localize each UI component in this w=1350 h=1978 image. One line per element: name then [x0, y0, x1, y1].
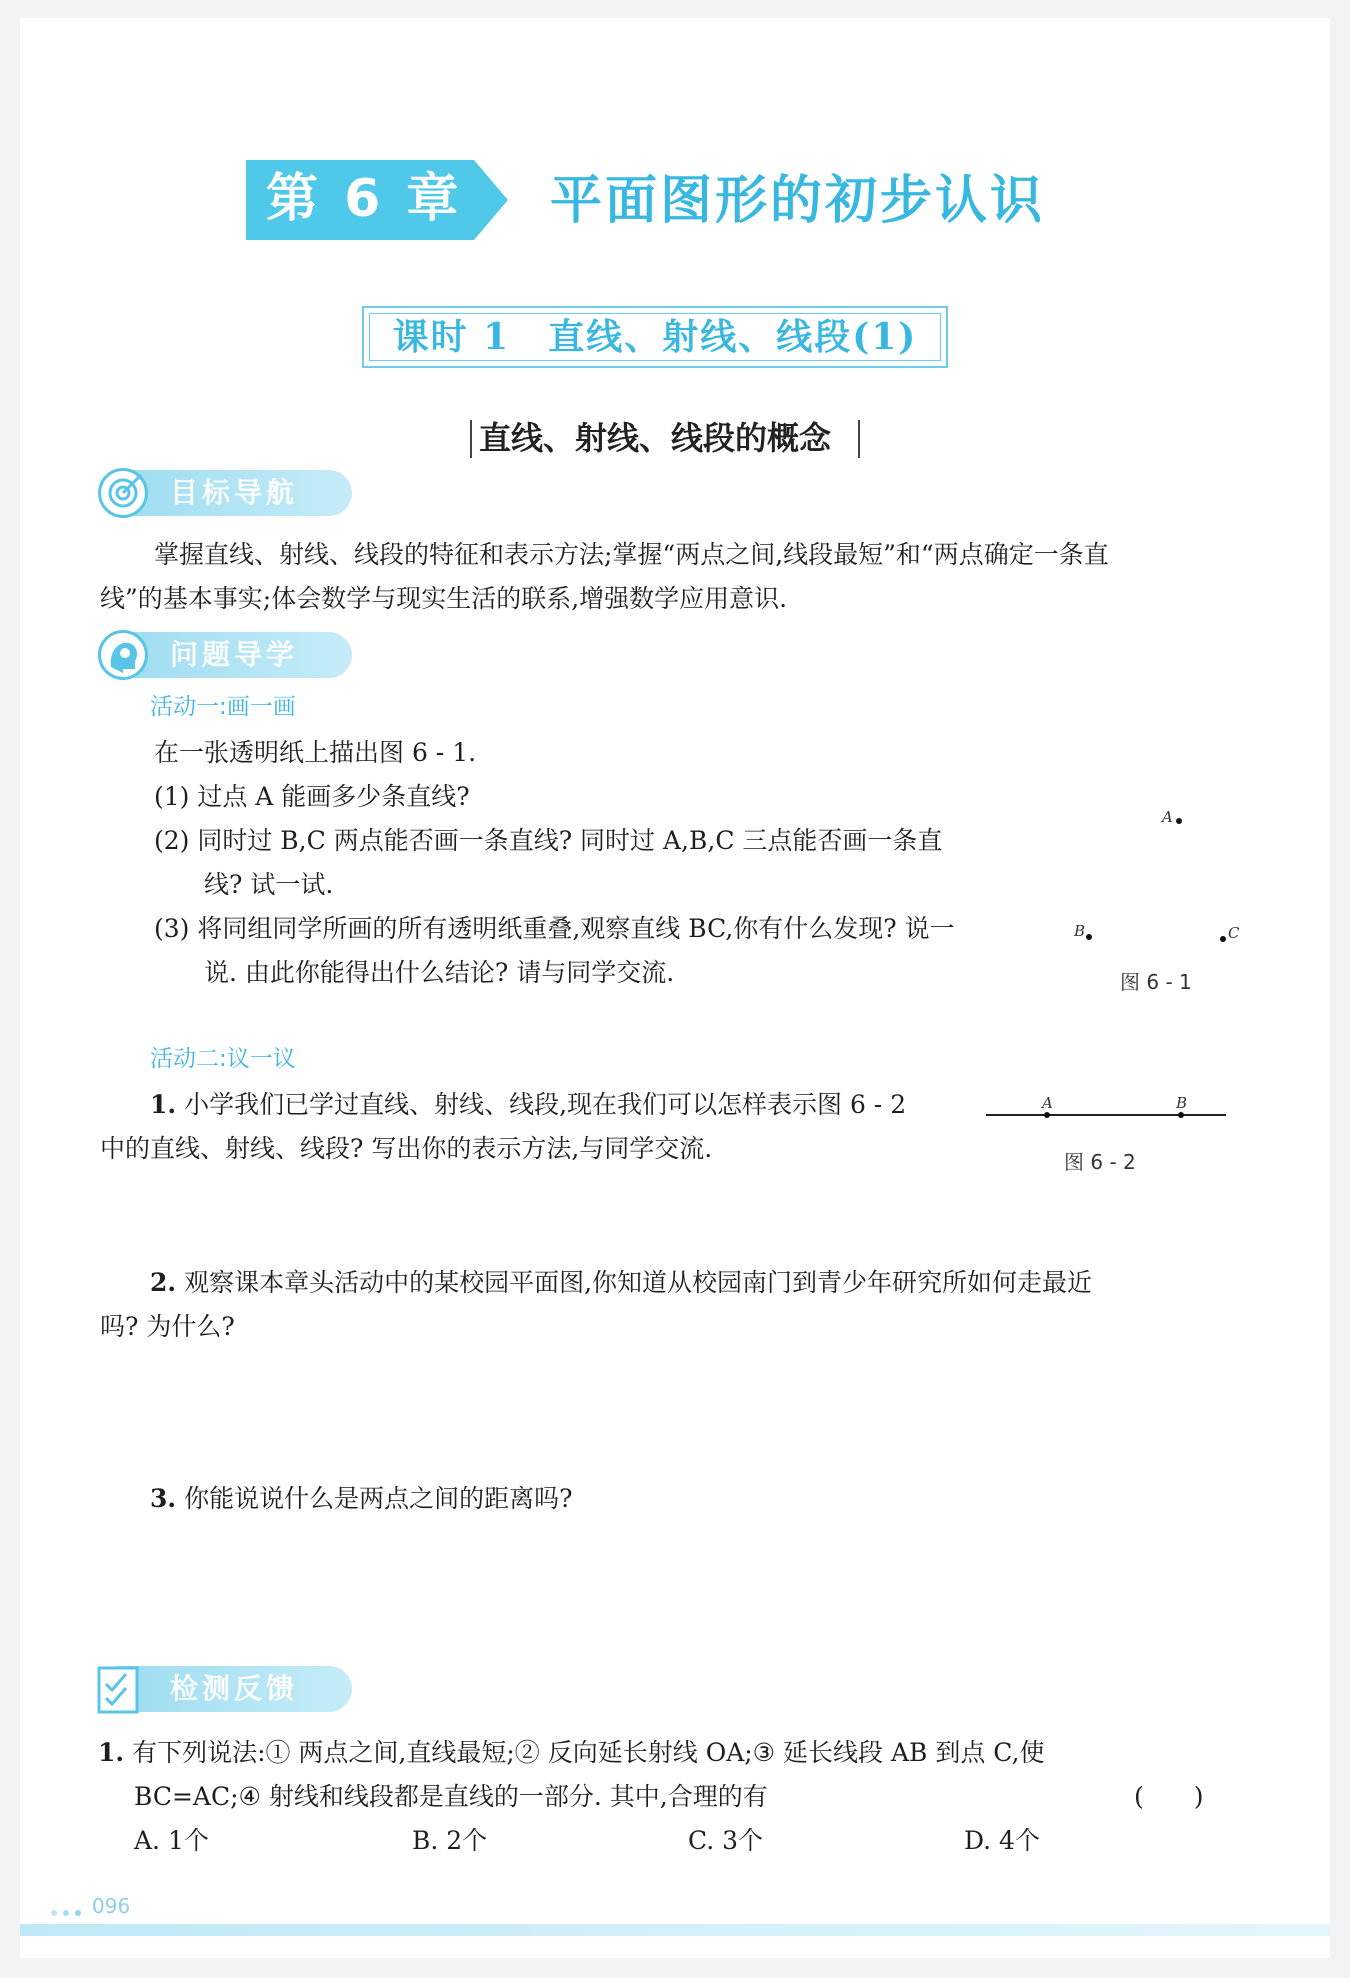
figure-6-1: [1040, 798, 1270, 998]
target-icon: [98, 468, 148, 518]
exercise1-line2: BC=AC;④ 射线和线段都是直线的一部分. 其中,合理的有: [134, 1782, 768, 1811]
point-a: [1044, 1112, 1050, 1118]
head-gear-icon: [98, 630, 148, 680]
page-number: 096: [92, 1894, 131, 1918]
page: [20, 18, 1330, 1958]
point-label-c: C: [1228, 924, 1240, 942]
guide-section-label: 问题导学: [170, 638, 299, 671]
option-c[interactable]: C. 3个: [688, 1826, 764, 1855]
point-label-a: A: [1042, 1094, 1053, 1112]
exercise1-line1-wrap: [98, 1736, 1044, 1770]
title-bar-right: [858, 420, 860, 458]
exercise1-line1: 有下列说法:① 两点之间,直线最短;② 反向延长射线 OA;③ 延长线段 AB 到点 C,使: [132, 1738, 1045, 1767]
option-d[interactable]: D. 4个: [964, 1826, 1040, 1855]
activity2-q1-line2: 中的直线、射线、线段? 写出你的表示方法,与同学交流.: [100, 1134, 713, 1163]
lesson-title: 课时 1 直线、射线、线段(1): [392, 316, 918, 358]
activity2-q2-line1-wrap: [150, 1266, 1092, 1300]
activity2-q3-line1: 你能说说什么是两点之间的距离吗?: [184, 1484, 573, 1513]
point-b: [1086, 934, 1092, 940]
activity2-q1-number: 1.: [150, 1090, 177, 1119]
checklist-icon: [96, 1660, 148, 1716]
activity2-q3-wrap: [150, 1482, 572, 1516]
line-ab: [986, 1114, 1226, 1116]
activity1-label: 活动一:画一画: [150, 694, 296, 720]
figure-6-1-caption: 图 6 - 1: [1120, 970, 1192, 994]
goal-text-line1: 掌握直线、射线、线段的特征和表示方法;掌握“两点之间,线段最短”和“两点确定一条直: [154, 540, 1109, 569]
point-c: [1220, 936, 1226, 942]
activity1-q3-line1: (3) 将同组同学所画的所有透明纸重叠,观察直线 BC,你有什么发现? 说一: [154, 914, 955, 943]
activity2-q3-number: 3.: [150, 1484, 177, 1513]
point-a: [1176, 818, 1182, 824]
activity1-q1: (1) 过点 A 能画多少条直线?: [154, 782, 470, 811]
exercise1-number: 1.: [98, 1738, 125, 1767]
activity1-q3-line2: 说. 由此你能得出什么结论? 请与同学交流.: [204, 958, 675, 987]
footer-arrow-icon: [50, 1902, 86, 1910]
activity1-q2-line2: 线? 试一试.: [204, 870, 334, 899]
chapter-title: 平面图形的初步认识: [550, 171, 1046, 231]
goal-text-line2: 线”的基本事实;体会数学与现实生活的联系,增强数学应用意识.: [100, 584, 788, 613]
answer-bracket[interactable]: ( ): [1134, 1782, 1204, 1811]
figure-6-2-caption: 图 6 - 2: [1064, 1150, 1136, 1174]
activity2-q1-line1-wrap: [150, 1088, 906, 1122]
figure-6-2: [986, 1090, 1256, 1174]
goal-section-label: 目标导航: [170, 476, 299, 509]
chapter-number: 第 6 章: [266, 169, 463, 229]
activity2-q2-line2: 吗? 为什么?: [100, 1312, 235, 1341]
activity1-intro: 在一张透明纸上描出图 6 - 1.: [154, 738, 477, 767]
concept-title: 直线、射线、线段的概念: [478, 419, 831, 457]
point-b: [1178, 1112, 1184, 1118]
activity2-q1-line1: 小学我们已学过直线、射线、线段,现在我们可以怎样表示图 6 - 2: [184, 1090, 907, 1119]
footer-band: [20, 1924, 1330, 1936]
feedback-section-label: 检测反馈: [170, 1672, 299, 1705]
point-label-b: B: [1074, 922, 1086, 940]
point-label-b: B: [1176, 1094, 1188, 1112]
activity2-q2-number: 2.: [150, 1268, 177, 1297]
option-b[interactable]: B. 2个: [412, 1826, 488, 1855]
activity2-label: 活动二:议一议: [150, 1046, 296, 1072]
option-a[interactable]: A. 1个: [134, 1826, 209, 1855]
point-label-a: A: [1162, 808, 1173, 826]
activity1-q2-line1: (2) 同时过 B,C 两点能否画一条直线? 同时过 A,B,C 三点能否画一条直: [154, 826, 943, 855]
activity2-q2-line1: 观察课本章头活动中的某校园平面图,你知道从校园南门到青少年研究所如何走最近: [184, 1268, 1093, 1297]
